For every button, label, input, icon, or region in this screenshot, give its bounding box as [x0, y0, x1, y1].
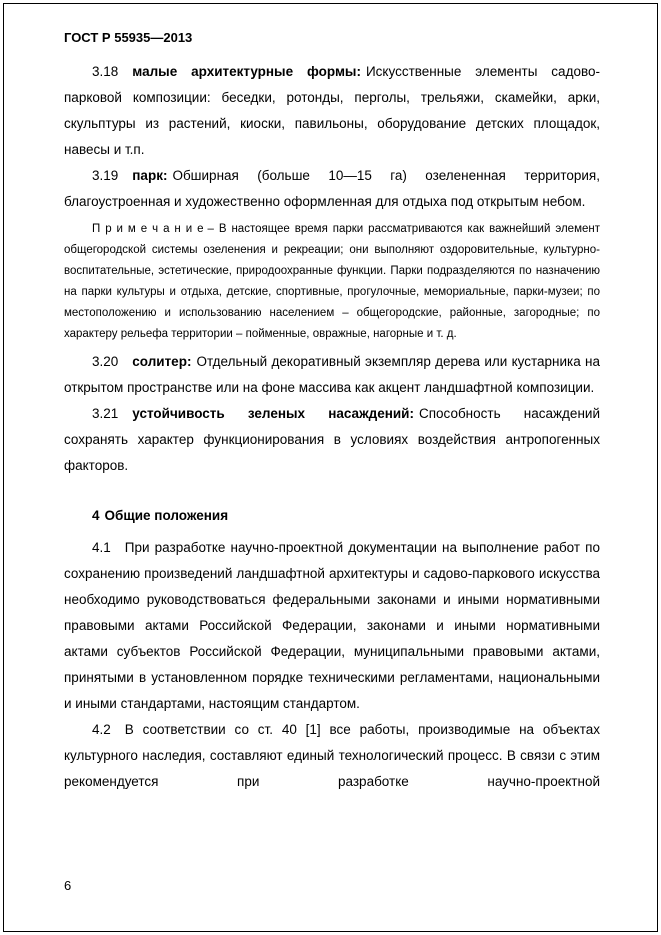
- note-text: – В настоящее время парки рассматриваются как важнейший элемент общегородской системы озеленения и рекреации; они выполняют оздоровительные, культурно-воспитательные, эстетические, природоохранные функции. Парки подразделяются по назначению на парки культуры и отдыха, детские, спортивные, прогулочные, мемориальные, парки-музеи; по местоположению и использованию населением – общегородские, районные, загородные; по характеру рельефа территории – пойменные, овражные, нагорные и т. д.: [64, 223, 600, 340]
- paragraph-text: При разработке научно-проектной документации на выполнение работ по сохранению произведений ландшафтной архитектуры и садово-паркового искусства необходимо руководствоваться федеральными законами и иными нормативными правовыми актами Российской Федерации, законами и иными нормативными актами субъектов Российской Федерации, муниципальными правовыми актами, принятыми в установленном порядке техническими регламентами, национальными и иными стандартами, настоящим стандартом.: [64, 540, 600, 711]
- term-bold: малые архитектурные формы:: [132, 64, 361, 79]
- document-body: [64, 59, 600, 795]
- paragraph-number: 4.1: [92, 540, 111, 555]
- paragraph-text: Отдельный декоративный экземпляр дерева или кустарника на открытом пространстве или на фоне массива как акцент ландшафтной композиции.: [64, 354, 600, 395]
- paragraph-number: 3.20: [92, 354, 119, 369]
- paragraph-number: 4.2: [92, 722, 111, 737]
- paragraph-3-19: [64, 163, 600, 215]
- paragraph-3-20: [64, 349, 600, 401]
- term-bold: устойчивость зеленых насаждений:: [132, 406, 414, 421]
- paragraph-3-21: [64, 401, 600, 479]
- document-header: ГОСТ Р 55935—2013: [64, 30, 193, 45]
- paragraph-text: В соответствии со ст. 40 [1] все работы, производимые на объектах культурного наследия, составляют единый технологический процесс. В связи с этим рекомендуется при разработке научно-проектной: [64, 722, 600, 789]
- paragraph-number: 3.21: [92, 406, 119, 421]
- paragraph-4-2: [64, 717, 600, 795]
- paragraph-text: Обширная (больше 10—15 га) озелененная территория, благоустроенная и художественно оформленная для отдыха под открытым небом.: [64, 168, 600, 209]
- paragraph-number: 3.19: [92, 168, 119, 183]
- note-paragraph: [64, 219, 600, 345]
- page-number: 6: [64, 878, 72, 893]
- document-page: [3, 3, 658, 932]
- paragraph-number: 3.18: [92, 64, 119, 79]
- section-number: 4: [92, 508, 100, 523]
- paragraph-4-1: [64, 535, 600, 717]
- section-title: Общие положения: [104, 508, 229, 523]
- section-heading-4: [64, 503, 600, 529]
- term-bold: солитер:: [132, 354, 192, 369]
- term-bold: парк:: [132, 168, 168, 183]
- paragraph-text: Способность насаждений сохранять характер функционирования в условиях воздействия антропогенных факторов.: [64, 406, 600, 473]
- paragraph-3-18: [64, 59, 600, 163]
- note-label: П р и м е ч а н и е: [92, 223, 204, 235]
- paragraph-text: Искусственные элементы садово-парковой композиции: беседки, ротонды, перголы, трельяжи, скамейки, арки, скульптуры из растений, киоски, павильоны, оборудование детских площадок, навесы и т.п.: [64, 64, 600, 157]
